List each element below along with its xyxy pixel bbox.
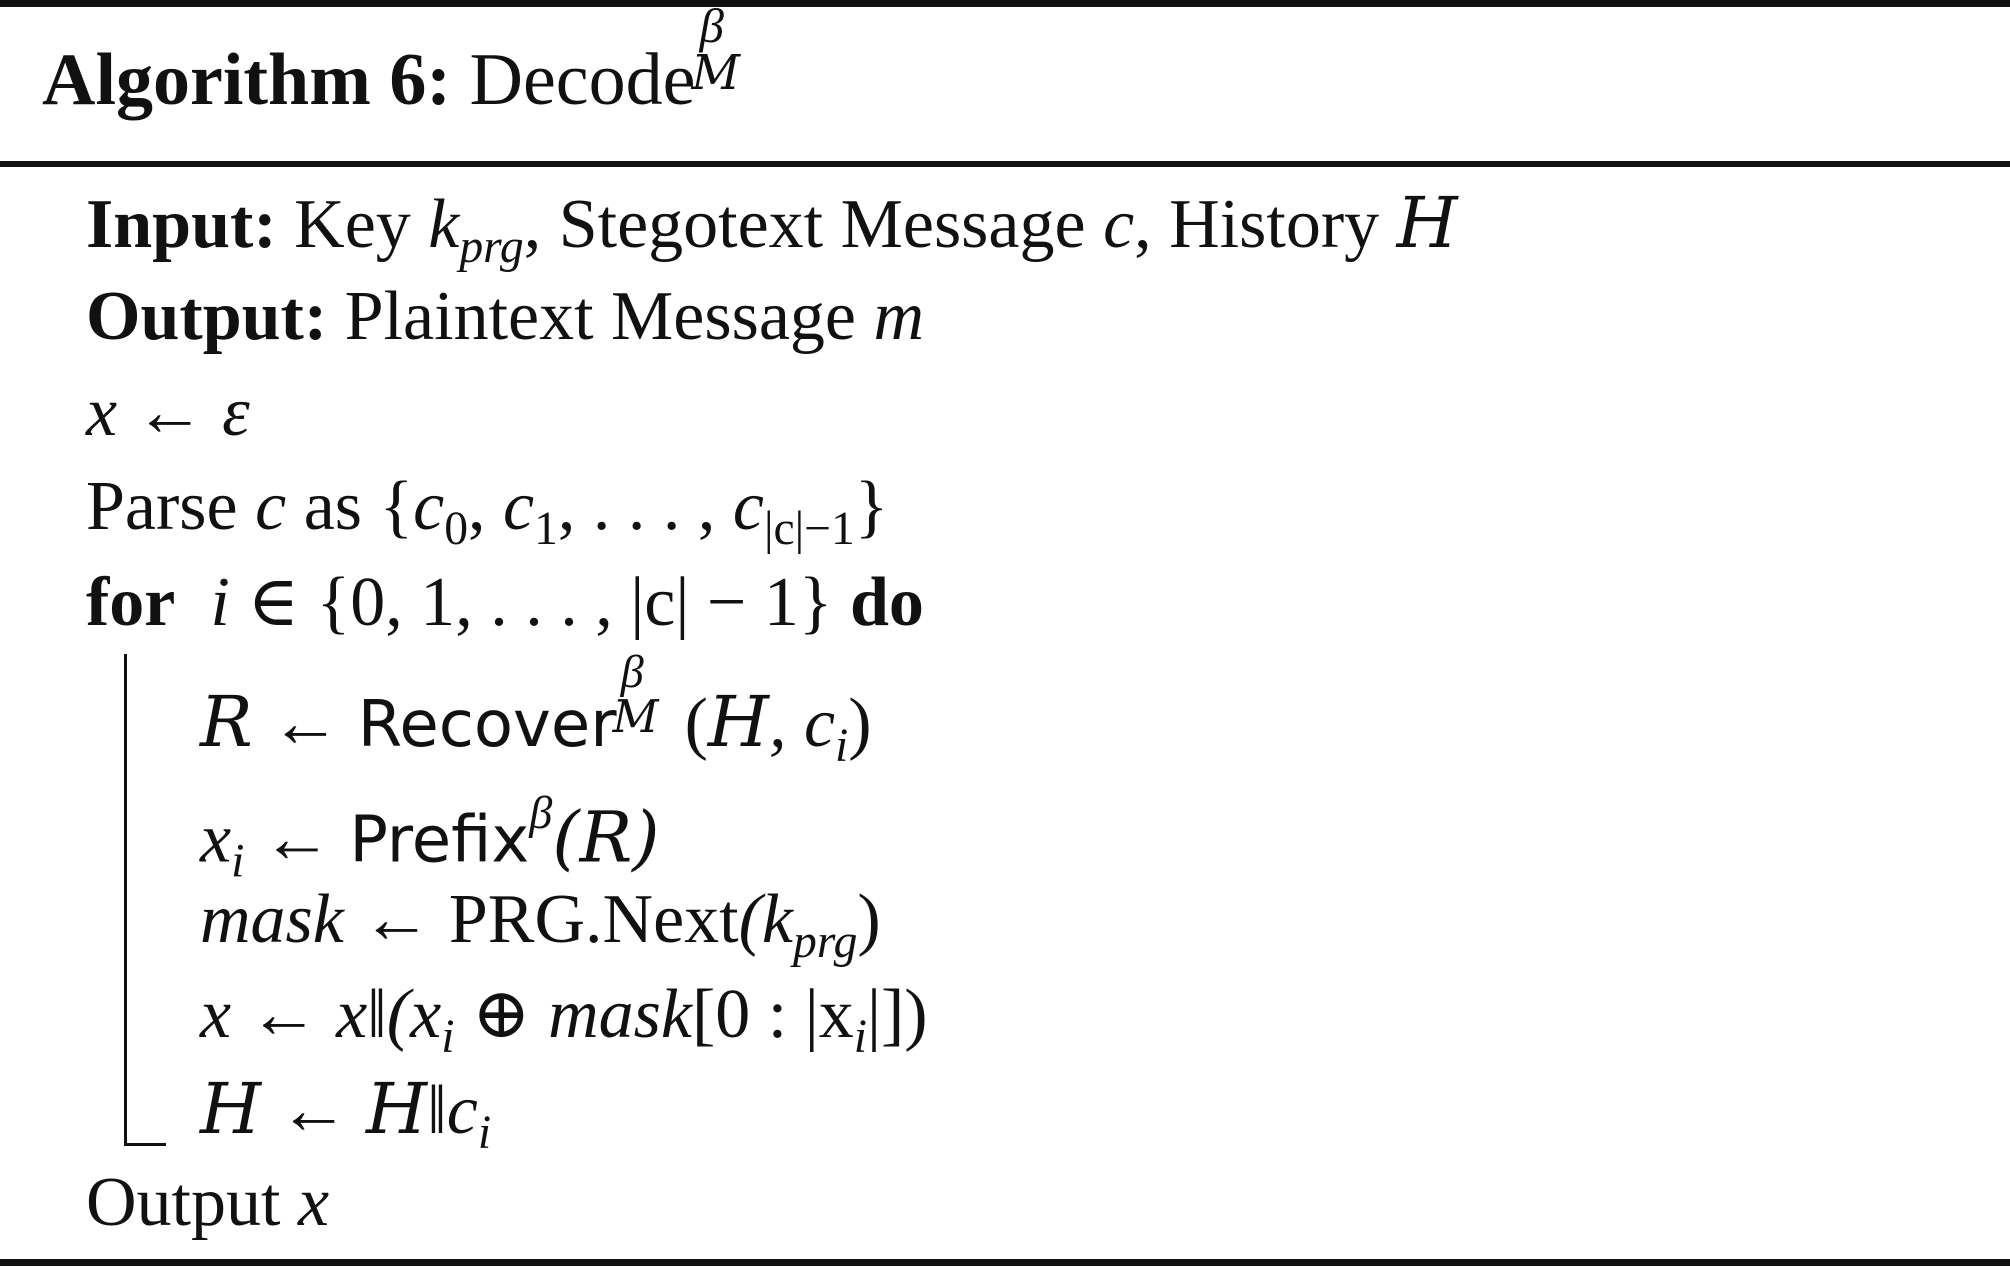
xor-sub2: i	[853, 1011, 867, 1064]
mask-arg-close: )	[857, 881, 881, 958]
prefix-lhs-sub: i	[231, 835, 245, 888]
final-output-text: Output	[86, 1164, 281, 1241]
loop-range: ∈ {0, 1, . . . , |c| − 1}	[247, 564, 833, 641]
header-rule	[0, 161, 2010, 167]
output-label: Output:	[86, 278, 328, 355]
hist-arrow: ←	[278, 1072, 349, 1149]
xor-concat: ‖(x	[367, 976, 442, 1053]
final-output-var: x	[297, 1164, 330, 1241]
recover-scripts	[612, 646, 685, 746]
algorithm-name-sup: β	[699, 0, 724, 53]
prefix-arrow: ←	[261, 800, 332, 878]
input-key-sub: prg	[459, 221, 524, 274]
recover-sup: β	[620, 646, 644, 698]
xor-x: x	[336, 976, 368, 1053]
output-text: Plaintext Message	[344, 278, 856, 355]
bottom-rule	[0, 1259, 2010, 1266]
algorithm-name-scripts	[691, 0, 763, 104]
parse-as: as	[303, 468, 363, 545]
step-history	[200, 1068, 492, 1160]
output-line	[86, 278, 925, 355]
mask-fn: PRG.Next	[448, 881, 739, 958]
parse-c1-sub: 1	[534, 503, 558, 556]
recover-lhs: R	[200, 681, 253, 763]
step-parse: Parse c as {$c_0$, $c_1$, . . . , $c_{|c|-1}$}	[86, 468, 889, 556]
parse-word: Parse	[86, 468, 238, 545]
input-key-text: Key	[294, 186, 411, 263]
parse-dots: , . . . ,	[557, 468, 716, 545]
algorithm-title	[42, 0, 763, 121]
mask-lhs: mask	[200, 881, 344, 958]
init-arrow: ←	[134, 374, 205, 451]
input-label: Input:	[86, 186, 277, 263]
parse-c0: c	[413, 468, 445, 545]
loop-bracket-vertical	[124, 654, 127, 1146]
top-rule	[0, 0, 2010, 7]
hist-rhs: H	[366, 1068, 428, 1150]
input-key-var: k	[428, 186, 460, 263]
hist-concat: ‖c	[427, 1072, 478, 1149]
hist-sub: i	[477, 1107, 492, 1160]
input-hist-text: , History	[1134, 186, 1380, 263]
do-keyword: do	[849, 564, 924, 641]
input-msg-var: c	[1103, 186, 1135, 263]
recover-fn: Recover	[357, 688, 617, 762]
prefix-fn: Prefix	[349, 803, 530, 878]
parse-set-open: {	[379, 468, 414, 545]
prefix-lhs: x	[200, 800, 232, 878]
mask-arg-open: (k	[738, 881, 794, 958]
parse-set-close: }	[854, 468, 889, 545]
input-line	[86, 182, 1458, 274]
step-for-loop	[86, 564, 924, 641]
prefix-sup: β	[529, 787, 553, 838]
parse-var: c	[255, 468, 287, 545]
input-hist-var: H	[1396, 182, 1458, 264]
xor-sub1: i	[441, 1011, 455, 1064]
parse-cl-sub: |c|−1	[763, 503, 855, 556]
xor-rest: [0 : |x	[691, 976, 854, 1053]
step-xor	[200, 976, 928, 1064]
init-lhs: x	[86, 374, 118, 451]
recover-arrow: ←	[270, 685, 341, 762]
mask-arg-sub: prg	[793, 916, 858, 969]
parse-cl: c	[732, 468, 764, 545]
recover-args-close: )	[848, 685, 872, 762]
xor-mask: mask	[548, 976, 692, 1053]
loop-var: i	[210, 564, 230, 641]
step-output	[86, 1164, 330, 1241]
recover-args-open: (	[684, 685, 708, 762]
step-init	[86, 374, 250, 451]
parse-c0-sub: 0	[444, 503, 468, 556]
xor-operator: ⊕	[454, 976, 549, 1053]
prefix-arg: (R)	[552, 796, 660, 879]
recover-arg-h: H	[707, 681, 769, 763]
for-keyword: for	[86, 564, 176, 641]
step-recover	[200, 646, 872, 773]
init-rhs: ε	[222, 374, 250, 451]
recover-args-mid: , c	[768, 685, 836, 762]
input-msg-text: , Stegotext Message	[523, 186, 1086, 263]
mask-arrow: ←	[361, 881, 432, 958]
xor-lhs: x	[200, 976, 232, 1053]
algorithm-label: Algorithm 6:	[42, 39, 451, 121]
xor-arrow: ←	[248, 976, 319, 1053]
xor-end: |])	[866, 976, 928, 1053]
algorithm-name-sub: M	[691, 45, 740, 101]
output-var: m	[873, 278, 925, 355]
recover-args-sub: i	[835, 720, 849, 773]
step-prefix	[200, 787, 660, 888]
step-mask	[200, 881, 881, 969]
algorithm-name: Decode	[469, 39, 696, 121]
loop-bracket-foot	[124, 1143, 166, 1146]
hist-lhs: H	[200, 1068, 262, 1150]
recover-sub: M	[612, 689, 659, 743]
parse-c1: c	[503, 468, 535, 545]
